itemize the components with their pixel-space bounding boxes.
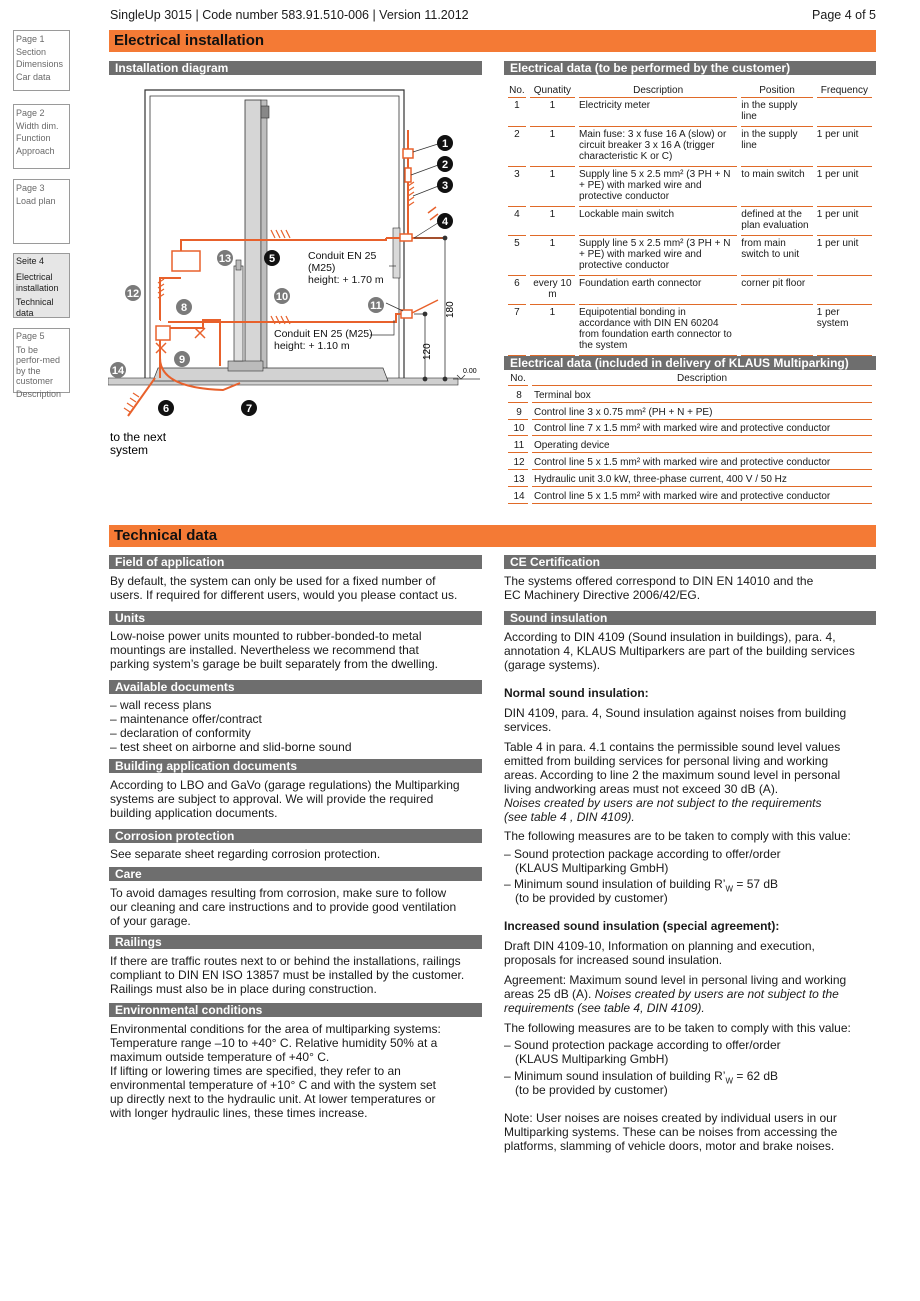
text-line: Agreement: Maximum sound level in personal living and working xyxy=(504,973,847,987)
sidebar-line: Page 3 xyxy=(16,183,45,193)
marker-7 xyxy=(241,400,257,416)
table-cell-no: 11 xyxy=(508,436,528,453)
table-cell-desc: Supply line 5 x 2.5 mm² (3 PH + N + PE) with marked wire and protective conductor xyxy=(579,236,737,276)
table-cell-desc: Foundation earth connector xyxy=(579,276,737,305)
marker-label: 6 xyxy=(162,403,170,415)
section-title-technical: Technical data xyxy=(109,525,876,547)
text-line: annotation 4, KLAUS Multiparkers are part of the building services xyxy=(504,644,855,658)
section-title-electrical: Electrical installation xyxy=(109,30,876,52)
table-cell-freq xyxy=(817,98,872,127)
care-text xyxy=(110,886,456,928)
dimension-120: 120 xyxy=(422,343,433,360)
table-cell-pos: in the supply line xyxy=(741,98,812,127)
column-header: No. xyxy=(509,85,525,96)
table-cell-pos: from main switch to unit xyxy=(741,236,812,276)
marker-11 xyxy=(368,297,384,313)
text-line: (to be provided by customer) xyxy=(515,891,668,905)
subheading-corrosion: Corrosion protection xyxy=(109,829,482,843)
sidebar-line: Page 2 xyxy=(16,108,45,118)
subheading-building-application: Building application documents xyxy=(109,759,482,773)
table-row xyxy=(508,386,872,403)
text-span: = 62 dB xyxy=(733,1069,779,1083)
conduit-label-line: Conduit EN 25 (M25) xyxy=(274,328,373,340)
marker-2 xyxy=(437,156,453,172)
table-cell-qty: 1 xyxy=(530,167,575,207)
text-line: DIN 4109, para. 4, Sound insulation against noises from building xyxy=(504,706,847,720)
subheading-installation-diagram: Installation diagram xyxy=(109,61,482,75)
sidebar-line: Description xyxy=(16,388,62,399)
table-cell-no: 9 xyxy=(508,403,528,420)
text-line: compliant to DIN EN ISO 13857 must be installed by the customer. xyxy=(110,968,465,982)
normal-measure-1 xyxy=(504,847,781,875)
table-cell-freq: 1 per unit xyxy=(817,207,872,236)
subheading-ce-certification: CE Certification xyxy=(504,555,876,569)
increased-measure-1 xyxy=(504,1038,781,1066)
table-cell-freq: 1 per unit xyxy=(817,167,872,207)
marker-label: 4 xyxy=(441,216,449,228)
table-cell-no: 13 xyxy=(508,470,528,487)
increased-sound-p2 xyxy=(504,973,846,1015)
next-system-label: system xyxy=(110,443,149,457)
table-cell-pos: in the supply line xyxy=(741,127,812,167)
platform xyxy=(153,361,388,381)
installation-diagram xyxy=(108,78,488,498)
documents-list xyxy=(110,698,352,754)
increased-sound-title: Increased sound insulation (special agreement): xyxy=(504,919,780,933)
sidebar-page-5[interactable] xyxy=(13,328,70,399)
table-cell-no: 3 xyxy=(508,167,526,207)
normal-sound-p2 xyxy=(504,740,840,824)
text-line: By default, the system can only be used for a fixed number of xyxy=(110,574,436,588)
lift-column xyxy=(245,100,269,370)
table-cell-qty: 1 xyxy=(530,236,575,276)
table-row xyxy=(508,276,872,305)
text-line: Table 4 in para. 4.1 contains the permissible sound level values xyxy=(504,740,841,754)
marker-10 xyxy=(274,288,290,304)
text-line: Low-noise power units mounted to rubber-bonded-to metal xyxy=(110,629,422,643)
text-line: users. If required for different users, would you please contact us. xyxy=(110,588,458,602)
text-line: Railings must also be in place during construction. xyxy=(110,982,377,996)
text-line: EC Machinery Directive 2006/42/EG. xyxy=(504,588,701,602)
next-system-label: to the next xyxy=(110,430,167,444)
marker-label: 14 xyxy=(111,365,125,377)
building-text xyxy=(110,778,460,820)
dimension-180: 180 xyxy=(445,301,456,318)
marker-label: 5 xyxy=(268,253,276,265)
text-line: If there are traffic routes next to or behind the installations, railings xyxy=(110,954,461,968)
corrosion-text: See separate sheet regarding corrosion protection. xyxy=(110,847,381,861)
sidebar-line: Technical data xyxy=(16,297,54,318)
terminal-box xyxy=(156,326,170,340)
main-fuse xyxy=(405,168,411,182)
table-cell-desc: Operating device xyxy=(532,436,872,453)
text-line: proposals for increased sound insulation. xyxy=(504,953,723,967)
marker-label: 13 xyxy=(218,253,232,265)
text-line: Draft DIN 4109-10, Information on planning and execution, xyxy=(504,939,815,953)
table-cell-no: 5 xyxy=(508,236,526,276)
table-cell-desc: Lockable main switch xyxy=(579,207,737,236)
page-number: Page 4 of 5 xyxy=(812,8,876,22)
table-row xyxy=(508,305,872,356)
table-cell-freq xyxy=(817,276,872,305)
marker-label: 2 xyxy=(441,159,449,171)
text-line: our cleaning and care instructions and to provide good ventilation xyxy=(110,900,457,914)
table-header-row xyxy=(508,371,872,386)
text-line: parking system’s garage be built separately from the dwelling. xyxy=(110,657,438,671)
text-line: According to LBO and GaVo (garage regulations) the Multiparking xyxy=(110,778,460,792)
text-line: requirements (see table 4, DIN 4109). xyxy=(504,1001,705,1015)
marker-label: 9 xyxy=(178,354,186,366)
table-cell-desc: Control line 5 x 1.5 mm² with marked wire and protective conductor xyxy=(532,453,872,470)
table-cell-qty: 1 xyxy=(530,127,575,167)
subscript: W xyxy=(725,884,734,894)
sidebar-line: Seite 4 xyxy=(16,256,45,266)
column-header: No. xyxy=(508,371,528,386)
text-line: Note: User noises are noises created by individual users in our xyxy=(504,1111,837,1125)
marker-13 xyxy=(217,250,233,266)
table-row xyxy=(508,487,872,504)
table-cell-no: 4 xyxy=(508,207,526,236)
subheading-customer-electrical-data: Electrical data (to be performed by the customer) xyxy=(504,61,876,75)
subheading-sound-insulation: Sound insulation xyxy=(504,611,876,625)
text-line: (KLAUS Multiparking GmbH) xyxy=(515,861,669,875)
text-line: emitted from building services for personal living and working xyxy=(504,754,829,768)
text-line: up directly next to the hydraulic unit. At lower temperatures or xyxy=(110,1092,436,1106)
table-cell-desc: Control line 5 x 1.5 mm² with marked wire and protective conductor xyxy=(532,487,872,504)
subheading-environmental: Environmental conditions xyxy=(109,1003,482,1017)
table-cell-freq: 1 per system xyxy=(817,305,872,356)
table-cell-pos xyxy=(741,305,812,356)
table-cell-qty: 1 xyxy=(530,98,575,127)
marker-label: 12 xyxy=(126,288,140,300)
text-line: Multiparking systems. These can be noises from accessing the xyxy=(504,1125,838,1139)
subheading-units: Units xyxy=(109,611,482,625)
normal-measure-2 xyxy=(504,877,778,905)
subheading-care: Care xyxy=(109,867,482,881)
text-line: The systems offered correspond to DIN EN 14010 and the xyxy=(504,574,814,588)
sound-intro xyxy=(504,630,855,672)
table-row xyxy=(508,167,872,207)
table-cell-no: 6 xyxy=(508,276,526,305)
table-cell-pos: defined at the plan evaluation xyxy=(741,207,812,236)
electricity-meter xyxy=(403,149,413,158)
table-row xyxy=(508,420,872,437)
table-cell-freq: 1 per unit xyxy=(817,127,872,167)
marker-label: 10 xyxy=(275,291,289,303)
klaus-electrical-table xyxy=(504,371,876,504)
list-item: – maintenance offer/contract xyxy=(110,712,262,726)
document-header: SingleUp 3015 | Code number 583.91.510-006 | Version 11.2012 xyxy=(110,8,469,22)
text-line: (see table 4 , DIN 4109). xyxy=(504,810,635,824)
increased-sound-p1 xyxy=(504,939,815,967)
field-text xyxy=(110,574,457,602)
subheading-klaus-electrical-data: Electrical data (included in delivery of KLAUS Multiparking) xyxy=(504,356,876,370)
list-item: – test sheet on airborne and slid-borne sound xyxy=(110,740,352,754)
sidebar-line: Car data xyxy=(16,71,51,82)
text-line: with longer hydraulic lines, these times increase. xyxy=(110,1106,368,1120)
text-line: services. xyxy=(504,720,552,734)
normal-sound-title: Normal sound insulation: xyxy=(504,686,649,700)
text-line: living andworking areas must not exceed 30 dB (A). xyxy=(504,782,779,796)
sidebar-line: Page 1 xyxy=(16,34,45,44)
sidebar-page-4[interactable] xyxy=(13,253,70,318)
table-row xyxy=(508,98,872,127)
text-span: = 57 dB xyxy=(733,877,779,891)
marker-3 xyxy=(437,177,453,193)
text-span: – Minimum sound insulation of building R’ xyxy=(504,877,726,891)
table-row xyxy=(508,127,872,167)
table-row xyxy=(508,207,872,236)
text-line: maximum outside temperature of +40° C. xyxy=(110,1050,330,1064)
conduit-label-line: Conduit EN 25 xyxy=(308,250,377,262)
sidebar-page-2[interactable] xyxy=(13,104,70,169)
list-item: – wall recess plans xyxy=(110,698,212,712)
marker-1 xyxy=(437,135,453,151)
table-cell-desc: Hydraulic unit 3.0 kW, three-phase current, 400 V / 50 Hz xyxy=(532,470,872,487)
main-switch xyxy=(400,234,412,241)
table-row xyxy=(508,436,872,453)
text-line: of your garage. xyxy=(110,914,191,928)
table-cell-no: 10 xyxy=(508,420,528,437)
column-header: Position xyxy=(741,84,812,98)
sidebar-line: To be perfor-med by the customer xyxy=(16,344,61,386)
sidebar-page-1[interactable] xyxy=(13,30,70,91)
table-row xyxy=(508,403,872,420)
marker-14 xyxy=(110,362,126,378)
marker-4 xyxy=(437,213,453,229)
text-span: – Minimum sound insulation of building R’ xyxy=(504,1069,726,1083)
text-line: Noises created by users are not subject to the requirements xyxy=(504,796,822,810)
sidebar-line: Page 5 xyxy=(16,331,45,341)
subscript: W xyxy=(725,1076,734,1086)
text-line: According to DIN 4109 (Sound insulation in buildings), para. 4, xyxy=(504,630,836,644)
column-header: Description xyxy=(532,371,872,386)
measures-text-2: The following measures are to be taken to comply with this value: xyxy=(504,1021,851,1035)
table-cell-desc: Equipotential bonding in accordance with DIN EN 60204 from foundation earth connector to the system xyxy=(579,305,737,356)
table-cell-desc: Electricity meter xyxy=(579,98,737,127)
table-cell-desc: Supply line 5 x 2.5 mm² (3 PH + N + PE) with marked wire and protective conductor xyxy=(579,167,737,207)
text-line: – Sound protection package according to offer/order xyxy=(504,847,781,861)
marker-label: 11 xyxy=(370,300,382,312)
column-header: Frequency xyxy=(817,84,872,98)
table-cell-no: 8 xyxy=(508,386,528,403)
conduit-label-line: (M25) xyxy=(308,262,336,274)
conduit-label-line: height: + 1.10 m xyxy=(274,340,350,352)
text-line: mountings are installed. Nevertheless we recommend that xyxy=(110,643,419,657)
valve xyxy=(195,328,205,338)
text-line: To avoid damages resulting from corrosion, make sure to follow xyxy=(110,886,447,900)
sidebar-line: Load plan xyxy=(16,195,56,206)
marker-label: 3 xyxy=(441,180,449,192)
text-line: building application documents. xyxy=(110,806,278,820)
text-span: Noises created by users are not subject to the xyxy=(594,987,839,1001)
switch-handle xyxy=(428,207,438,220)
conduit-label-line: height: + 1.70 m xyxy=(308,274,384,286)
measures-text: The following measures are to be taken to comply with this value: xyxy=(504,829,851,843)
subheading-field-of-application: Field of application xyxy=(109,555,482,569)
table-cell-pos: to main switch xyxy=(741,167,812,207)
text-line: Environmental conditions for the area of multiparking systems: xyxy=(110,1022,441,1036)
sidebar-line: Electrical installation xyxy=(16,272,59,293)
text-line: (to be provided by customer) xyxy=(515,1083,668,1097)
text-line: – Sound protection package according to offer/order xyxy=(504,1038,781,1052)
text-span: areas 25 dB (A). xyxy=(504,987,595,1001)
table-cell-no: 2 xyxy=(508,127,526,167)
table-cell-no: 12 xyxy=(508,453,528,470)
list-item: – declaration of conformity xyxy=(110,726,251,740)
table-row xyxy=(508,470,872,487)
column-header: Qunatity xyxy=(530,84,575,98)
text-line: environmental temperature of +10° C and with the system set xyxy=(110,1078,436,1092)
ce-text xyxy=(504,574,813,602)
table-cell-freq: 1 per unit xyxy=(817,236,872,276)
sidebar-line: Function xyxy=(16,133,51,143)
table-cell-qty: every 10 m xyxy=(530,276,575,305)
marker-9 xyxy=(174,351,190,367)
text-line: If lifting or lowering times are specified, they refer to an xyxy=(110,1064,401,1078)
sidebar-line: Dimensions xyxy=(16,59,64,69)
marker-12 xyxy=(125,285,141,301)
table-header-row xyxy=(508,84,872,98)
hydraulic-unit xyxy=(172,251,200,271)
marker-6 xyxy=(158,400,174,416)
table-cell-qty: 1 xyxy=(530,305,575,356)
marker-label: 8 xyxy=(180,302,188,314)
table-cell-pos: corner pit floor xyxy=(741,276,812,305)
sidebar-line: Width dim. xyxy=(16,120,59,131)
sidebar-page-3[interactable] xyxy=(13,179,70,244)
table-cell-qty: 1 xyxy=(530,207,575,236)
table-cell-desc: Control line 7 x 1.5 mm² with marked wire and protective conductor xyxy=(532,420,872,437)
marker-label: 7 xyxy=(245,403,253,415)
marker-8 xyxy=(176,299,192,315)
level-zero: 0.00 xyxy=(463,368,477,375)
table-cell-desc: Main fuse: 3 x fuse 16 A (slow) or circuit breaker 3 x 16 A (trigger characteristic K or C) xyxy=(579,127,737,167)
normal-sound-p1 xyxy=(504,706,846,734)
table-cell-no: 14 xyxy=(508,487,528,504)
units-text xyxy=(110,629,438,671)
increased-measure-2 xyxy=(504,1069,778,1097)
subheading-available-documents: Available documents xyxy=(109,680,482,694)
text-line: platforms, slamming of vehicle doors, motor and brake noises. xyxy=(504,1139,835,1153)
text-line: (garage systems). xyxy=(504,658,601,672)
table-row xyxy=(508,453,872,470)
text-line: systems are subject to approval. We will provide the required xyxy=(110,792,434,806)
text-line: areas. According to line 2 the maximum sound level in personal xyxy=(504,768,841,782)
text-line: (KLAUS Multiparking GmbH) xyxy=(515,1052,669,1066)
sidebar-line: Section xyxy=(16,46,47,57)
hydraulic-cylinder xyxy=(234,260,243,361)
subheading-railings: Railings xyxy=(109,935,482,949)
column-header: Description xyxy=(579,84,737,98)
note-text xyxy=(504,1111,837,1153)
environmental-text xyxy=(110,1022,441,1120)
table-cell-no: 1 xyxy=(508,98,526,127)
table-cell-desc: Control line 3 x 0.75 mm² (PH + N + PE) xyxy=(532,403,872,420)
customer-electrical-table xyxy=(504,84,876,356)
table-cell-desc: Terminal box xyxy=(532,386,872,403)
marker-label: 1 xyxy=(441,138,449,150)
table-row xyxy=(508,236,872,276)
railings-text xyxy=(110,954,464,996)
marker-5 xyxy=(264,250,280,266)
text-line: Temperature range –10 to +40° C. Relative humidity 50% at a xyxy=(110,1036,438,1050)
sidebar-line: Approach xyxy=(16,145,55,156)
table-cell-no: 7 xyxy=(508,305,526,356)
